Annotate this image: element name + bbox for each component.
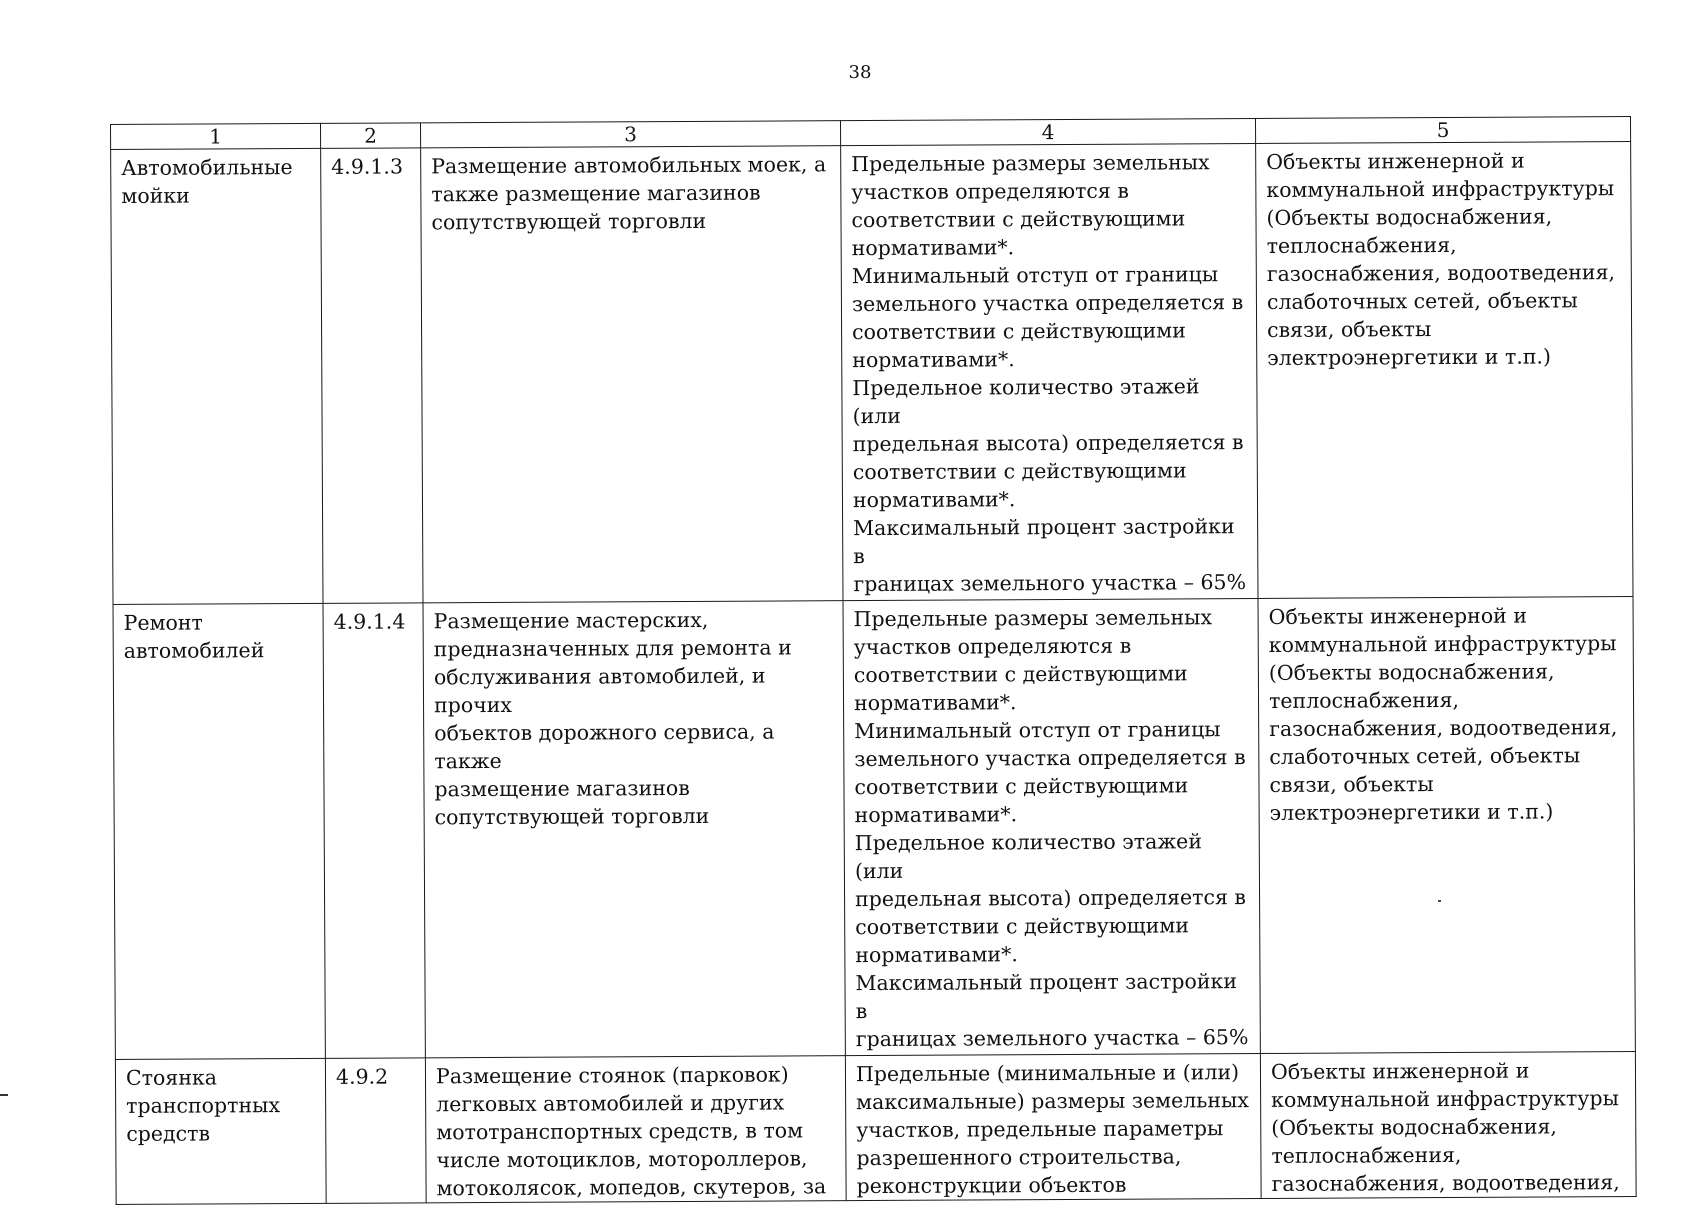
cell-text-line: нормативами*.: [852, 487, 1016, 513]
cell-text-line: соответствии с действующими: [852, 458, 1187, 485]
cell-text-line: Максимальный процент застройки в: [855, 969, 1238, 1024]
cell-text-line: границах земельного участка – 65%: [853, 570, 1247, 597]
cell-text-line: легковых автомобилей и других: [436, 1090, 785, 1117]
cell-text-line: мототранспортных средств, в том: [436, 1118, 804, 1145]
cell-text-line: предназначенных для ремонта и: [433, 635, 792, 662]
cell-text-line: Объекты инженерной и: [1270, 1058, 1530, 1084]
cell-text-line: нормативами*.: [851, 235, 1015, 261]
cell-text-line: Предельное количество этажей (или: [852, 374, 1200, 429]
cell-text-line: Ремонт: [123, 610, 203, 635]
cell-text-line: Размещение мастерских,: [433, 607, 709, 634]
margin-mark: [0, 1094, 8, 1096]
cell-text-line: коммунальной инфраструктуры: [1266, 176, 1615, 202]
table-row: [111, 142, 1633, 605]
cell-text-line: нормативами*.: [852, 347, 1015, 373]
cell-text-line: сопутствующей торговли: [431, 208, 707, 235]
cell-text-line: участков определяются в: [853, 633, 1132, 660]
cell-text-line: газоснабжения, водоотведения,: [1266, 260, 1616, 286]
cell-use-parameters: [845, 1053, 1261, 1200]
cell-text-line: Стоянка: [125, 1065, 218, 1090]
cell-text-line: участков, предельные параметры: [856, 1116, 1224, 1143]
cell-text-line: соответствии с действующими: [853, 661, 1188, 688]
cell-text-line: газоснабжения, водоотведения,: [1269, 715, 1618, 741]
cell-text-line: нормативами*.: [853, 690, 1017, 716]
land-use-table: [110, 116, 1637, 1205]
cell-use-description: [425, 1056, 846, 1203]
cell-text-line: соответствии с действующими: [854, 773, 1189, 800]
cell-text-line: электроэнергетики и т.п.): [1267, 344, 1552, 370]
cell-text-line: размещение магазинов: [434, 775, 690, 802]
cell-use-name: [113, 603, 325, 1059]
cell-text-line: слаботочных сетей, объекты: [1266, 288, 1578, 314]
cell-use-auxiliary: [1258, 597, 1635, 1054]
table-row: [115, 1052, 1636, 1205]
cell-text-line: коммунальной инфраструктуры: [1268, 631, 1617, 657]
cell-text-line: соответствии с действующими: [851, 206, 1186, 233]
cell-use-name: [111, 148, 323, 604]
header-col-3: 3: [420, 121, 840, 148]
cell-text-line: мотоколясок, мопедов, скутеров, за: [436, 1174, 827, 1201]
cell-text-line: предельная высота) определяется в: [852, 430, 1244, 457]
cell-use-code: 4.9.1.4: [323, 603, 425, 1059]
cell-text-line: Объекты инженерной и: [1266, 148, 1525, 174]
cell-text-line: связи, объекты: [1269, 772, 1434, 797]
cell-text-line: границах земельного участка – 65%: [855, 1025, 1249, 1052]
cell-text-line: разрешенного строительства,: [856, 1144, 1182, 1171]
cell-text-line: Автомобильные: [121, 155, 293, 180]
cell-text-line: мойки: [121, 183, 190, 208]
cell-text-line: электроэнергетики и т.п.): [1269, 799, 1554, 825]
cell-text-line: слаботочных сетей, объекты: [1269, 743, 1581, 769]
cell-text-line: теплоснабжения,: [1271, 1142, 1462, 1168]
cell-text-line: газоснабжения, водоотведения,: [1271, 1170, 1620, 1196]
cell-use-parameters: [841, 144, 1258, 601]
cell-text-line: обслуживания автомобилей, и прочих: [433, 663, 766, 718]
cell-text-line: предельная высота) определяется в: [855, 885, 1247, 912]
table-body: [111, 142, 1637, 1205]
cell-text-line: теплоснабжения,: [1268, 687, 1460, 713]
cell-use-parameters: [843, 598, 1260, 1055]
header-col-2: 2: [320, 123, 420, 149]
cell-text-line: Предельные размеры земельных: [853, 605, 1213, 632]
cell-use-description: [421, 146, 843, 603]
cell-text-line: нормативами*.: [855, 942, 1018, 968]
cell-text-line: соответствии с действующими: [852, 318, 1186, 345]
cell-use-code: 4.9.1.3: [321, 148, 423, 604]
cell-use-code: 4.9.2: [325, 1058, 426, 1204]
page-number: 38: [848, 62, 872, 83]
cell-text-line: теплоснабжения,: [1266, 232, 1457, 258]
cell-text-line: Предельные размеры земельных: [851, 150, 1210, 177]
cell-text-line: автомобилей: [123, 638, 265, 663]
cell-text-line: объектов дорожного сервиса, а также: [434, 719, 775, 774]
cell-text-line: Объекты инженерной и: [1268, 603, 1528, 629]
cell-text-line: реконструкции объектов: [856, 1172, 1127, 1199]
cell-text-line: коммунальной инфраструктуры: [1271, 1086, 1619, 1112]
cell-use-auxiliary: [1260, 1052, 1636, 1199]
cell-text-line: Минимальный отступ от границы: [854, 717, 1221, 744]
cell-use-name: [115, 1058, 326, 1204]
header-col-4: 4: [840, 119, 1255, 146]
cell-text-line: связи, объекты: [1267, 317, 1432, 342]
cell-text-line: также размещение магазинов: [431, 180, 761, 207]
cell-text-line: Предельные (минимальные и (или): [855, 1060, 1240, 1087]
header-col-1: 1: [111, 123, 321, 149]
cell-text-line: соответствии с действующими: [855, 913, 1190, 940]
cell-text-line: Минимальный отступ от границы: [851, 262, 1219, 289]
cell-text-line: Размещение автомобильных моек, а: [431, 152, 827, 179]
cell-use-auxiliary: [1256, 142, 1633, 599]
cell-text-line: (Объекты водоснабжения,: [1271, 1114, 1557, 1140]
cell-text-line: (Объекты водоснабжения,: [1266, 204, 1553, 230]
cell-use-description: [423, 601, 845, 1058]
cell-text-line: Размещение стоянок (парковок): [435, 1062, 789, 1089]
cell-text-line: (Объекты водоснабжения,: [1268, 659, 1555, 685]
header-col-5: 5: [1255, 117, 1630, 144]
scan-speck: [1438, 900, 1441, 902]
cell-text-line: нормативами*.: [854, 802, 1018, 828]
cell-text-line: земельного участка определяется в: [851, 290, 1244, 317]
cell-text-line: сопутствующей торговли: [434, 803, 710, 830]
cell-text-line: участков определяются в: [851, 178, 1129, 205]
cell-text-line: земельного участка определяется в: [854, 745, 1246, 772]
cell-text-line: транспортных: [126, 1093, 281, 1118]
cell-text-line: числе мотоциклов, мотороллеров,: [436, 1146, 808, 1173]
cell-text-line: максимальные) размеры земельных: [856, 1088, 1249, 1115]
cell-text-line: Максимальный процент застройки в: [853, 514, 1235, 569]
cell-text-line: средств: [126, 1121, 211, 1146]
cell-text-line: Предельное количество этажей (или: [854, 829, 1203, 884]
table-row: [113, 597, 1635, 1060]
